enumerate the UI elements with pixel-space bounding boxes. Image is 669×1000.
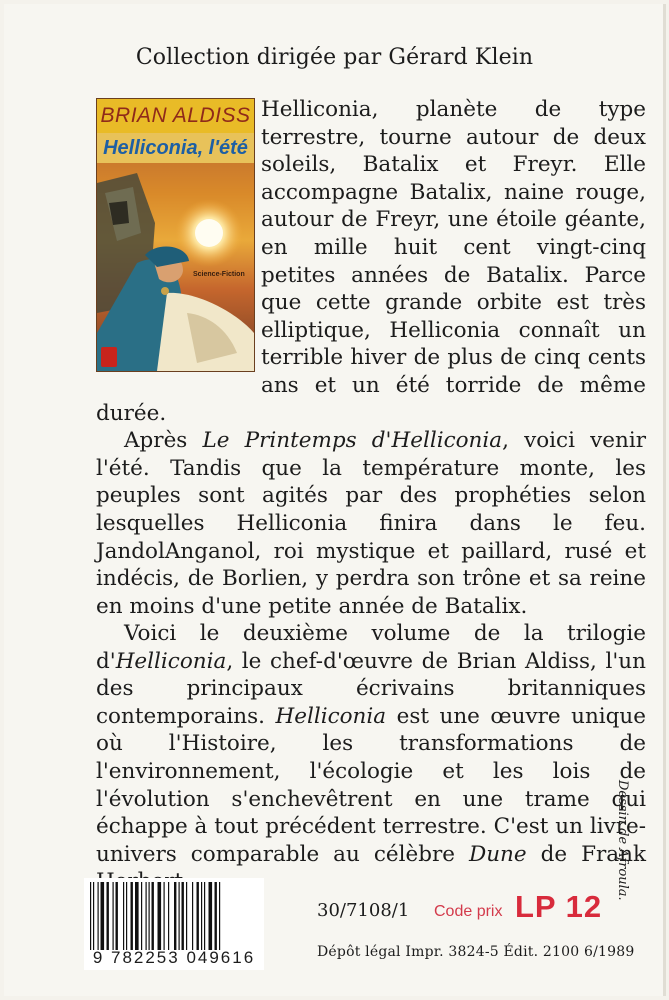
cover-author: BRIAN ALDISS <box>97 99 254 133</box>
barcode-number: 9 782253 049616 <box>92 948 256 967</box>
cover-series-label: Science-Fiction <box>193 271 245 278</box>
legal-deposit: Dépôt légal Impr. 3824-5 Édit. 2100 6/1989 <box>317 944 635 960</box>
barcode-bars <box>90 882 258 950</box>
price-code: LP 12 <box>515 889 603 924</box>
cover-title: Helliconia, l'été <box>97 133 254 163</box>
body-text <box>96 96 646 620</box>
illustration-credit: Dessin de Afroula. <box>615 780 630 901</box>
paragraph-1: Helliconia, planète de type terrestre, tourne autour de deux soleils, Batalix et Freyr. Elle accompagne Batalix, naine rouge, autour de Freyr, une étoile géante, en mille huit cent vingt-cinq petites années de Batalix. Parce que cette grande orbite est très elliptique, Helliconia connaît un terrible hiver de plus de cinq cents ans et un été torride de même durée. <box>96 97 646 426</box>
collection-header: Collection dirigée par Gérard Klein <box>135 45 534 70</box>
paragraph-3: Voici le deuxième volume de la trilogie d'Helliconia, le chef-d'œuvre de Brian Aldiss, l'un des principaux écrivains britanniques contemporains. Helliconia est une œuvre unique où l'Histoire, les transformations de l'environnement, l'écologie et les lois de l'évolution s'enchevêtrent en une trame qui échappe à tout précédent terrestre. C'est un livre-univers comparable au célèbre Dune de Frank <box>96 621 647 867</box>
catalog-reference: 30/7108/1 <box>317 900 410 921</box>
paragraph-2: Après Le Printemps d'Helliconia, voici venir l'été. Tandis que la température monte, les peuples sont agités par des prophéties selon lesquelles Helliconia finira dans le feu. JandolAnganol, roi mystique et paillard, rusé et indécis, de Borlien, y perdra son trône et sa reine en moins d'une petite année de Batalix. <box>96 428 646 619</box>
barcode <box>84 878 264 970</box>
code-prix-label: Code prix <box>434 903 503 920</box>
